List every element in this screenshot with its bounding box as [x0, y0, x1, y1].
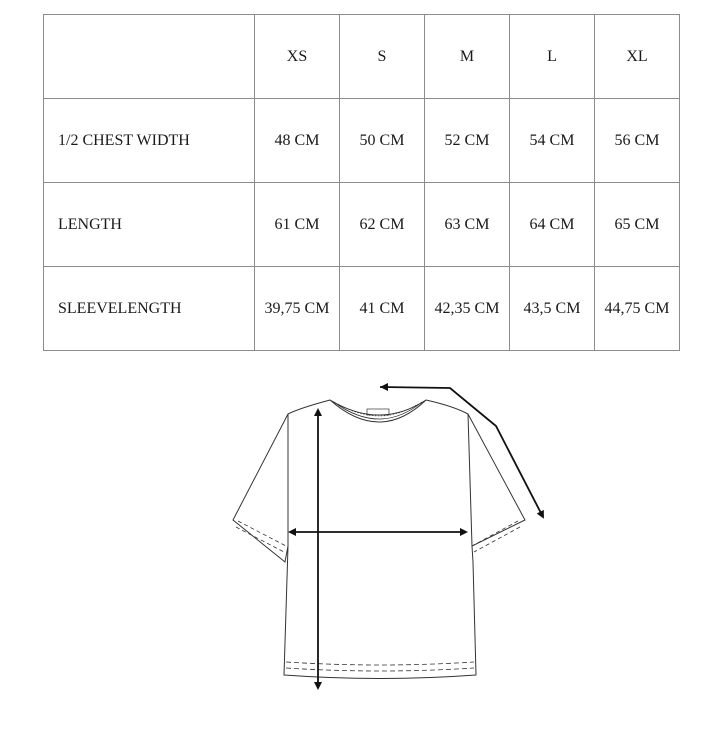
table-row-length	[44, 183, 680, 267]
table-cell: 39,75 CM	[255, 267, 340, 351]
table-cell: 64 CM	[510, 183, 595, 267]
row-label: LENGTH	[44, 183, 255, 267]
table-cell: 63 CM	[425, 183, 510, 267]
header-size-s: S	[340, 15, 425, 99]
table-cell: 54 CM	[510, 99, 595, 183]
header-empty-cell	[44, 15, 255, 99]
header-size-l: L	[510, 15, 595, 99]
header-size-m: M	[425, 15, 510, 99]
tshirt-outline-icon	[233, 400, 525, 679]
sleeve-length-arrow-icon	[380, 383, 543, 517]
table-row-sleeve-length	[44, 267, 680, 351]
row-label: SLEEVELENGTH	[44, 267, 255, 351]
row-label: 1/2 CHEST WIDTH	[44, 99, 255, 183]
table-cell: 43,5 CM	[510, 267, 595, 351]
header-size-xl: XL	[595, 15, 680, 99]
table-cell: 56 CM	[595, 99, 680, 183]
table-cell: 62 CM	[340, 183, 425, 267]
table-cell: 42,35 CM	[425, 267, 510, 351]
table-cell: 44,75 CM	[595, 267, 680, 351]
header-size-xs: XS	[255, 15, 340, 99]
table-cell: 52 CM	[425, 99, 510, 183]
size-header-row	[44, 15, 680, 99]
table-cell: 48 CM	[255, 99, 340, 183]
table-cell: 61 CM	[255, 183, 340, 267]
table-cell: 65 CM	[595, 183, 680, 267]
size-chart-table	[43, 14, 680, 351]
table-row-chest-width	[44, 99, 680, 183]
table-cell: 41 CM	[340, 267, 425, 351]
tshirt-measurement-diagram	[200, 370, 560, 700]
table-cell: 50 CM	[340, 99, 425, 183]
